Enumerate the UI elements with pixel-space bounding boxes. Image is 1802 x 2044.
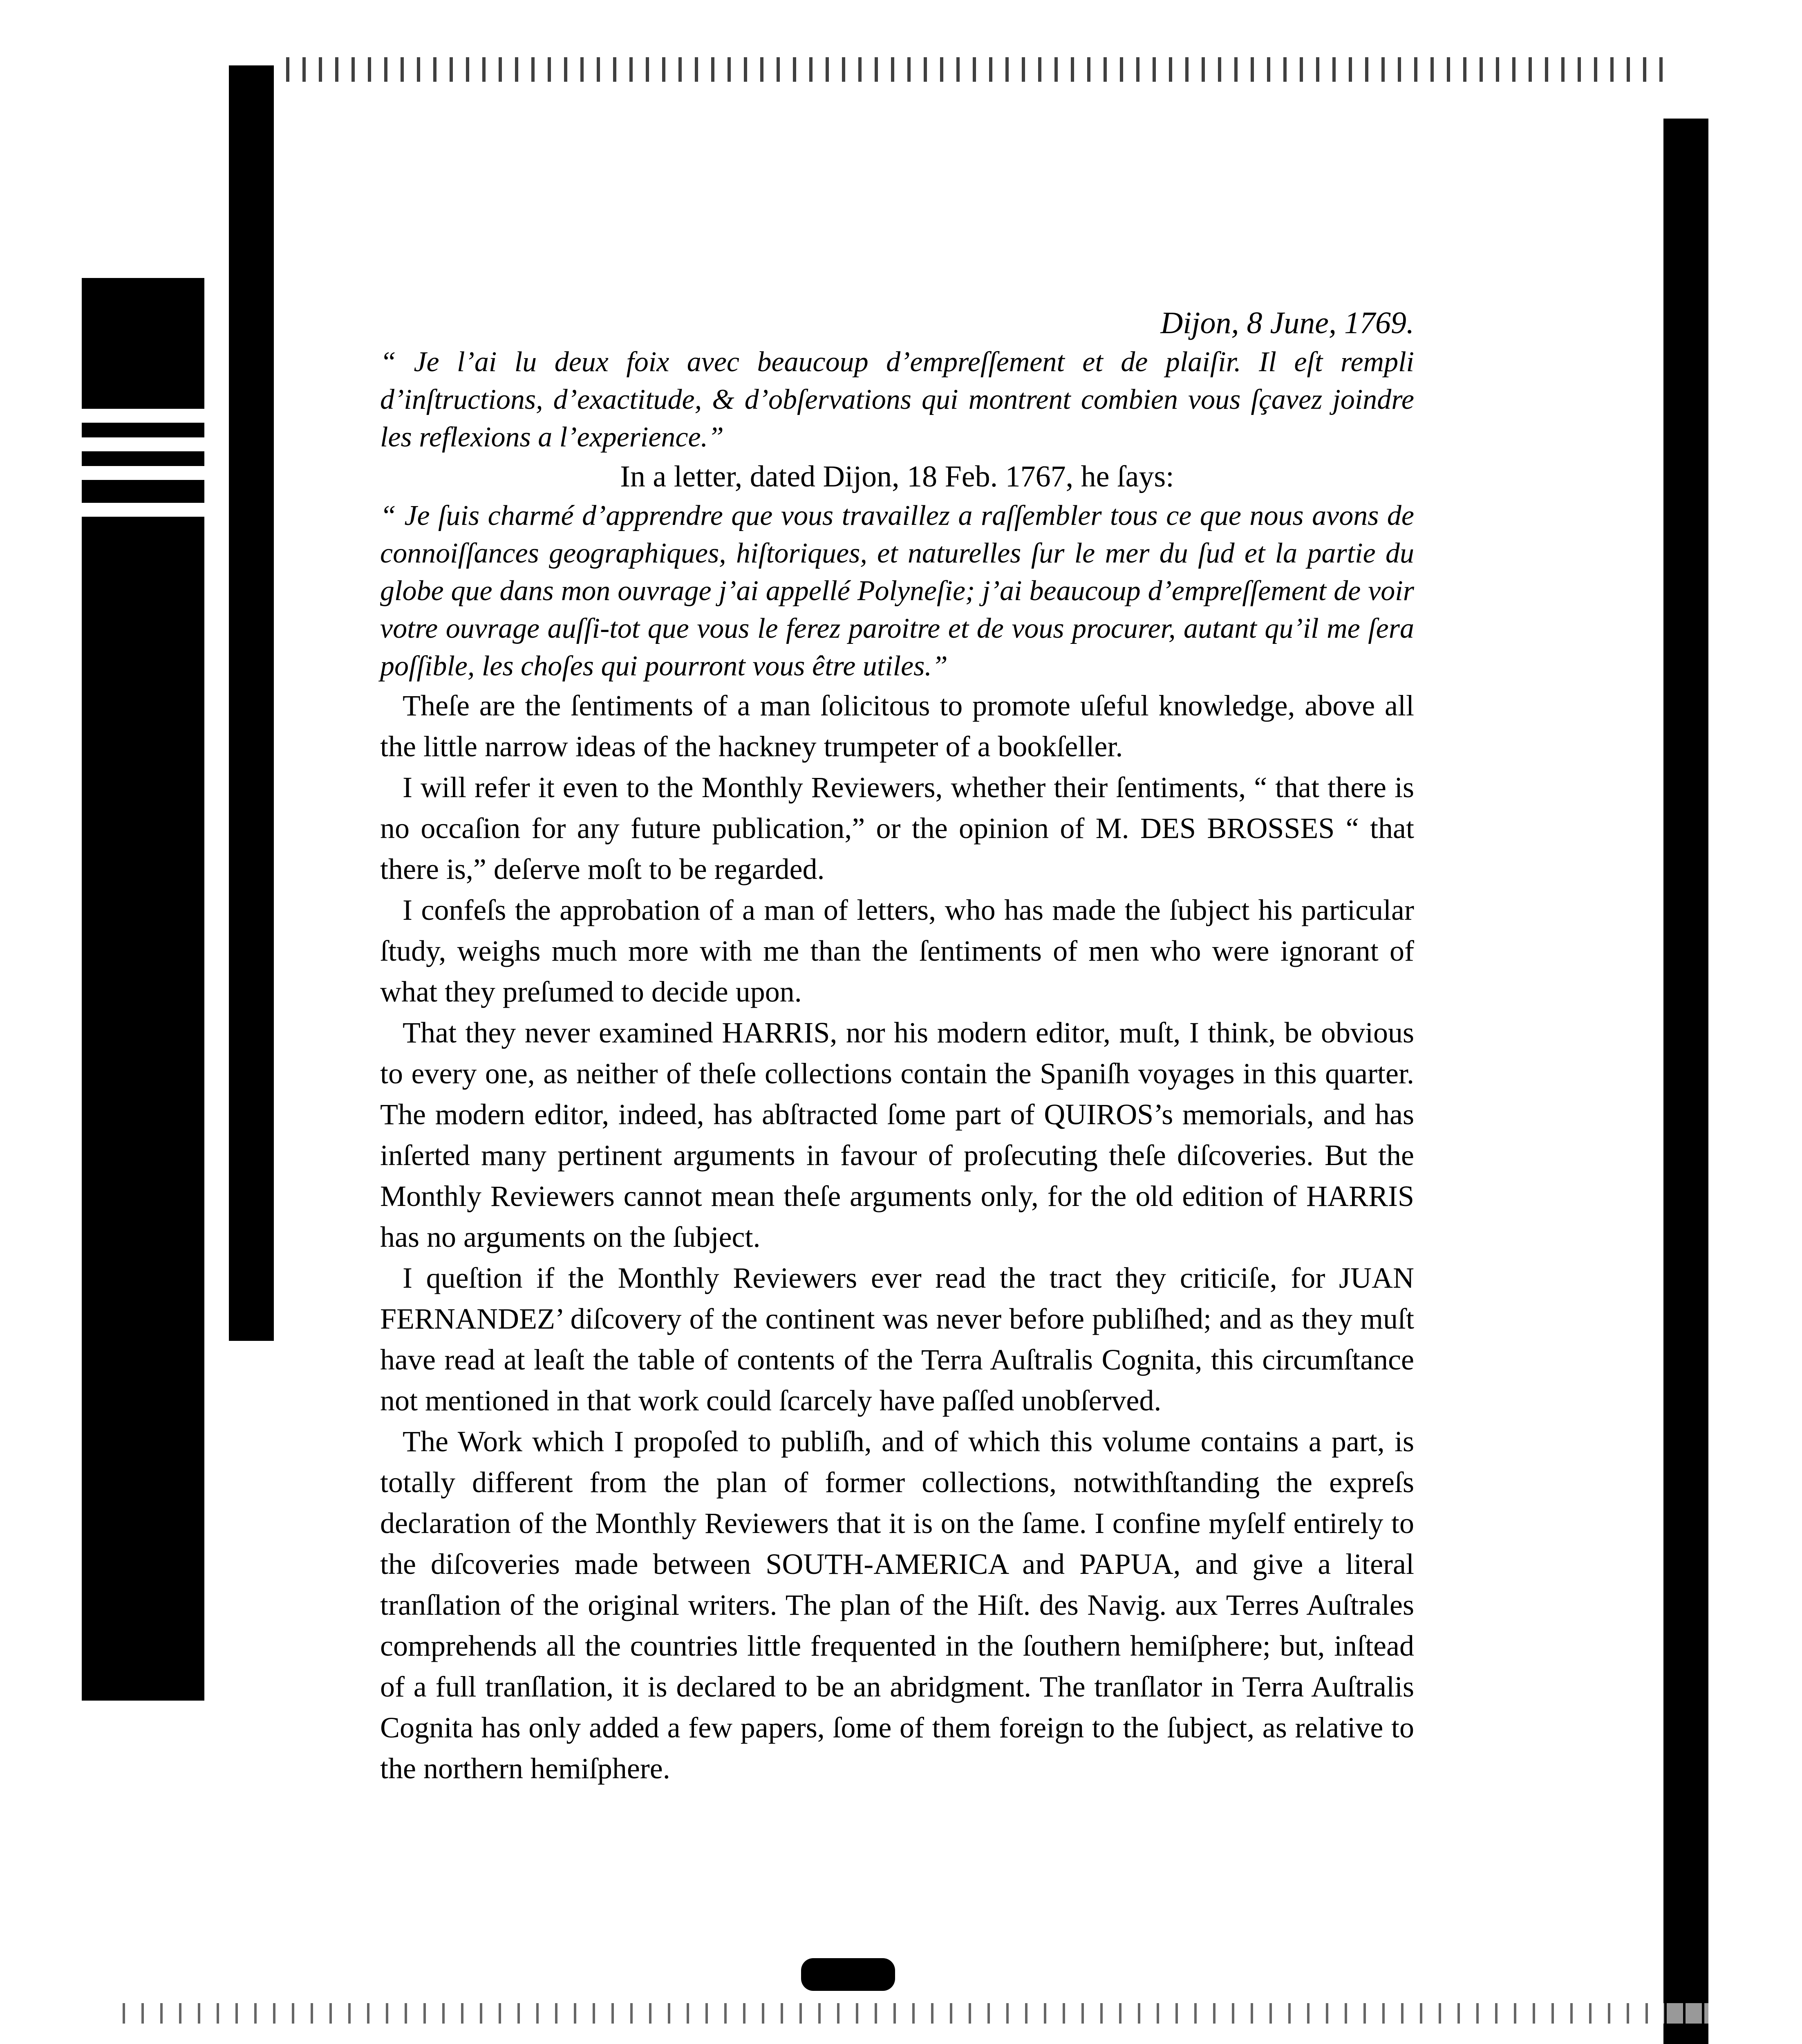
dateline: Dijon, 8 June, 1769. <box>1160 306 1414 340</box>
paragraph: The Work which I propoſed to publiſh, and of which this volume contains a part, is totally different from the plan of former collections, notwithſtanding the expreſs declaration of the Monthly Reviewers that it is on the ſame. I confine myſelf entirely to the diſcoveries made between SOUTH-AMERICA and PAPUA, and give a literal tranſlation of the original writers. The plan of the Hiſt. des Navig. aux Terres Auſtrales comprehends all the countries little frequented in the ſouthern hemiſphere; but, inſtead of a full tranſlation, it is declared to be an abridgment. The tranſlator in Terra Auſtralis Cognita has only added a few papers, ſome of them foreign to the ſubject, as relative to the northern hemiſphere. <box>380 1425 1414 1785</box>
letter-intro: In a letter, dated Dijon, 18 Feb. 1767, he ſays: <box>620 460 1174 493</box>
scan-streak <box>82 503 204 517</box>
paragraph: I queſtion if the Monthly Reviewers ever read the tract they criticiſe, for JUAN FERNANDEZ’ diſcovery of the continent was never before publiſhed; and as they muſt have read at leaſt the table of contents of the Terra Auſtralis Cognita, this circumſtance not mentioned in that work could ſcarcely have paſſed unobſerved. <box>380 1262 1414 1417</box>
scan-streak <box>82 409 204 423</box>
scan-noise-top <box>286 57 1676 82</box>
scan-streak <box>82 466 204 480</box>
french-quote-1: “ Je l’ai lu deux foix avec beaucoup d’empreſſement et de plaiſir. Il eſt rempli d’inſtructions, d’exactitude, & d’obſervations qui montrent combien vous ſçavez joindre les reflexions a l’experience.” <box>380 346 1414 453</box>
scan-noise-bottom <box>123 2003 1717 2024</box>
paragraph: I will refer it even to the Monthly Reviewers, whether their ſentiments, “ that there is no occaſion for any future publication,” or the opinion of M. DES BROSSES “ that there is,” deſerve moſt to be regarded. <box>380 771 1414 885</box>
page-ornament <box>801 1958 895 1991</box>
paragraph: I confeſs the approbation of a man of letters, who has made the ſubject his particular ſtudy, weighs much more with me than the ſentiments of men who were ignorant of what they preſumed to decide upon. <box>380 894 1414 1008</box>
paragraph: That they never examined HARRIS, nor his modern editor, muſt, I think, be obvious to every one, as neither of theſe collections contain the Spaniſh voyages in this quarter. The modern editor, indeed, has abſtracted ſome part of QUIROS’s memorials, and has inſerted many pertinent arguments in favour of proſecuting theſe diſcoveries. But the Monthly Reviewers cannot mean theſe arguments only, for the old edition of HARRIS has no arguments on the ſubject. <box>380 1016 1414 1253</box>
scan-shadow-right <box>1663 119 1708 2044</box>
scan-shadow-left-outer <box>82 278 204 1701</box>
page-text <box>380 303 1414 1789</box>
paragraph: Theſe are the ſentiments of a man ſolicitous to promote uſeful knowledge, above all the little narrow ideas of the hackney trumpeter of a bookſeller. <box>380 689 1414 763</box>
scan-streak <box>82 437 204 451</box>
scan-shadow-left <box>229 65 274 1341</box>
french-quote-2: “ Je ſuis charmé d’apprendre que vous travaillez a raſſembler tous ce que nous avons de connoiſſances geographiques, hiſtoriques, et naturelles ſur le mer du ſud et la partie du globe que dans mon ouvrage j’ai appellé Polyneſie; j’ai beaucoup d’empreſſement de voir votre ouvrage auſſi-tot que vous le ferez paroitre et de vous procurer, autant qu’il me ſera poſſible, les choſes qui pourront vous être utiles.” <box>380 500 1414 682</box>
